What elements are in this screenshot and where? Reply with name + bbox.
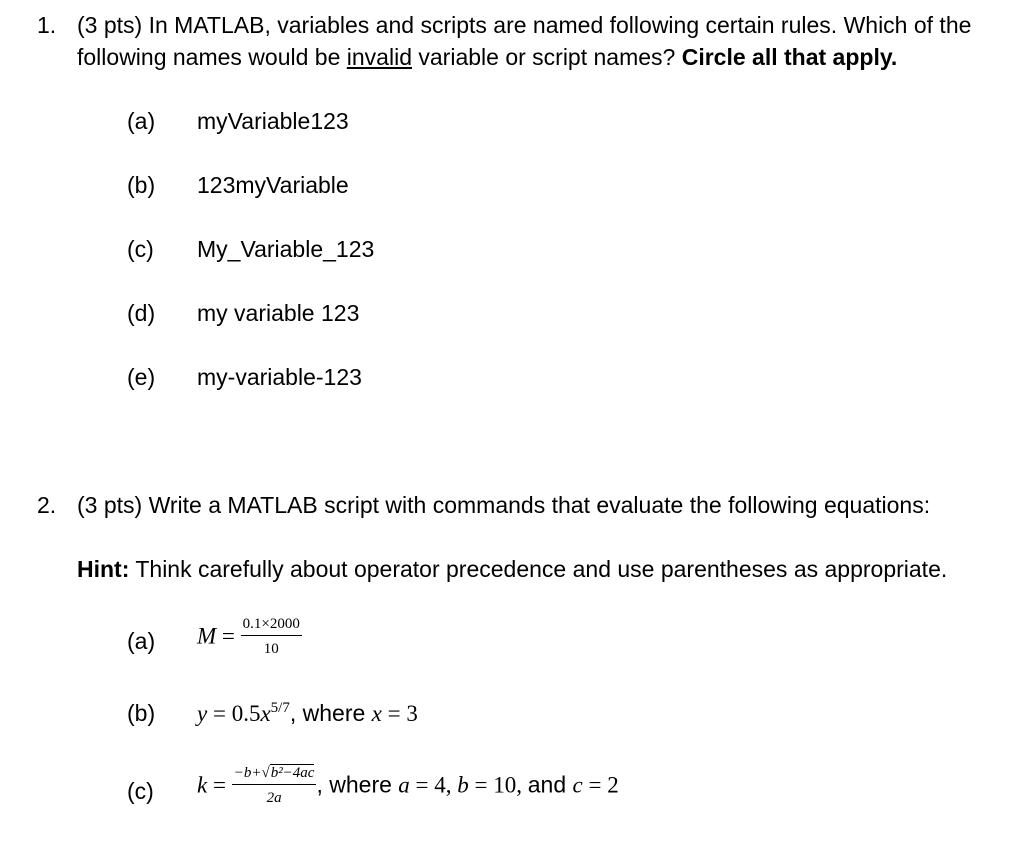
q1-option-b-label: (b) (127, 172, 156, 198)
q1-option-a-label: (a) (127, 108, 156, 134)
q1-line2-pre: following names would be (77, 44, 347, 70)
eq-c-where: , where (316, 771, 399, 798)
q1-number: 1. (37, 12, 57, 38)
q2-text: (3 pts) Write a MATLAB script with commands that evaluate the following equations: (77, 492, 931, 518)
q1-invalid-underlined: invalid (346, 44, 412, 70)
q1-circle-instruction: Circle all that apply. (681, 44, 898, 70)
q2-a-label: (a) (127, 628, 156, 654)
eq-b-where: , where (289, 700, 372, 726)
eq-a-fraction (241, 613, 302, 662)
q1-option-c-label: (c) (127, 236, 154, 262)
eq-c-denominator: 2a (266, 790, 282, 806)
eq-c-c-var: c (572, 772, 583, 798)
q2-c-equation (197, 762, 619, 811)
eq-b-var: x (260, 701, 271, 726)
q2-b-label: (b) (127, 700, 156, 726)
q1-option-d-label: (d) (127, 300, 156, 326)
hint-text: Think carefully about operator precedence and use parentheses as appropriate. (129, 556, 948, 582)
eq-c-num-pre: −b+√ (233, 765, 270, 781)
eq-c-numerator (232, 762, 317, 785)
eq-c-b-eq: = 10, (468, 772, 528, 798)
eq-c-and: and (527, 771, 573, 798)
q1-text-line2 (77, 44, 897, 71)
q1-option-b[interactable]: 123myVariable (197, 172, 349, 198)
q2-c-label: (c) (127, 778, 154, 804)
eq-c-a-eq: = 4, (409, 772, 458, 798)
eq-c-lhs: k (197, 772, 208, 798)
q1-option-d[interactable]: my variable 123 (197, 300, 360, 326)
q1-option-e-label: (e) (127, 364, 156, 390)
q2-b-equation (197, 700, 418, 727)
q1-line2-mid: variable or script names? (412, 44, 682, 70)
eq-a-lhs: M (197, 623, 217, 649)
eq-a-equals: = (216, 623, 241, 649)
eq-a-numerator: 0.1×2000 (241, 613, 302, 636)
eq-b-cond-eq: = (381, 701, 407, 726)
eq-c-equals: = (207, 772, 232, 798)
q2-number: 2. (37, 492, 57, 518)
q1-option-e[interactable]: my-variable-123 (197, 364, 362, 390)
eq-c-a-var: a (398, 772, 410, 798)
eq-c-b-var: b (457, 772, 469, 798)
hint-label: Hint: (77, 556, 130, 582)
q2-hint (77, 556, 947, 583)
q1-option-c[interactable]: My_Variable_123 (197, 236, 375, 262)
eq-b-equals: = (207, 701, 232, 726)
eq-b-cond-var: x (371, 701, 382, 726)
eq-a-denominator: 10 (263, 641, 279, 657)
eq-b-exponent: 5/7 (270, 700, 290, 716)
eq-b-cond-val: 3 (406, 701, 418, 726)
eq-c-c-eq: = 2 (582, 772, 619, 798)
q1-option-a[interactable]: myVariable123 (197, 108, 349, 134)
q1-text-line1: (3 pts) In MATLAB, variables and scripts are named following certain rules. Which of the (77, 12, 972, 38)
q2-a-equation (197, 613, 302, 662)
eq-c-radicand: b²−4ac (270, 765, 315, 781)
eq-b-coef: 0.5 (231, 701, 261, 726)
eq-c-fraction (232, 762, 317, 811)
eq-b-lhs: y (197, 701, 208, 726)
